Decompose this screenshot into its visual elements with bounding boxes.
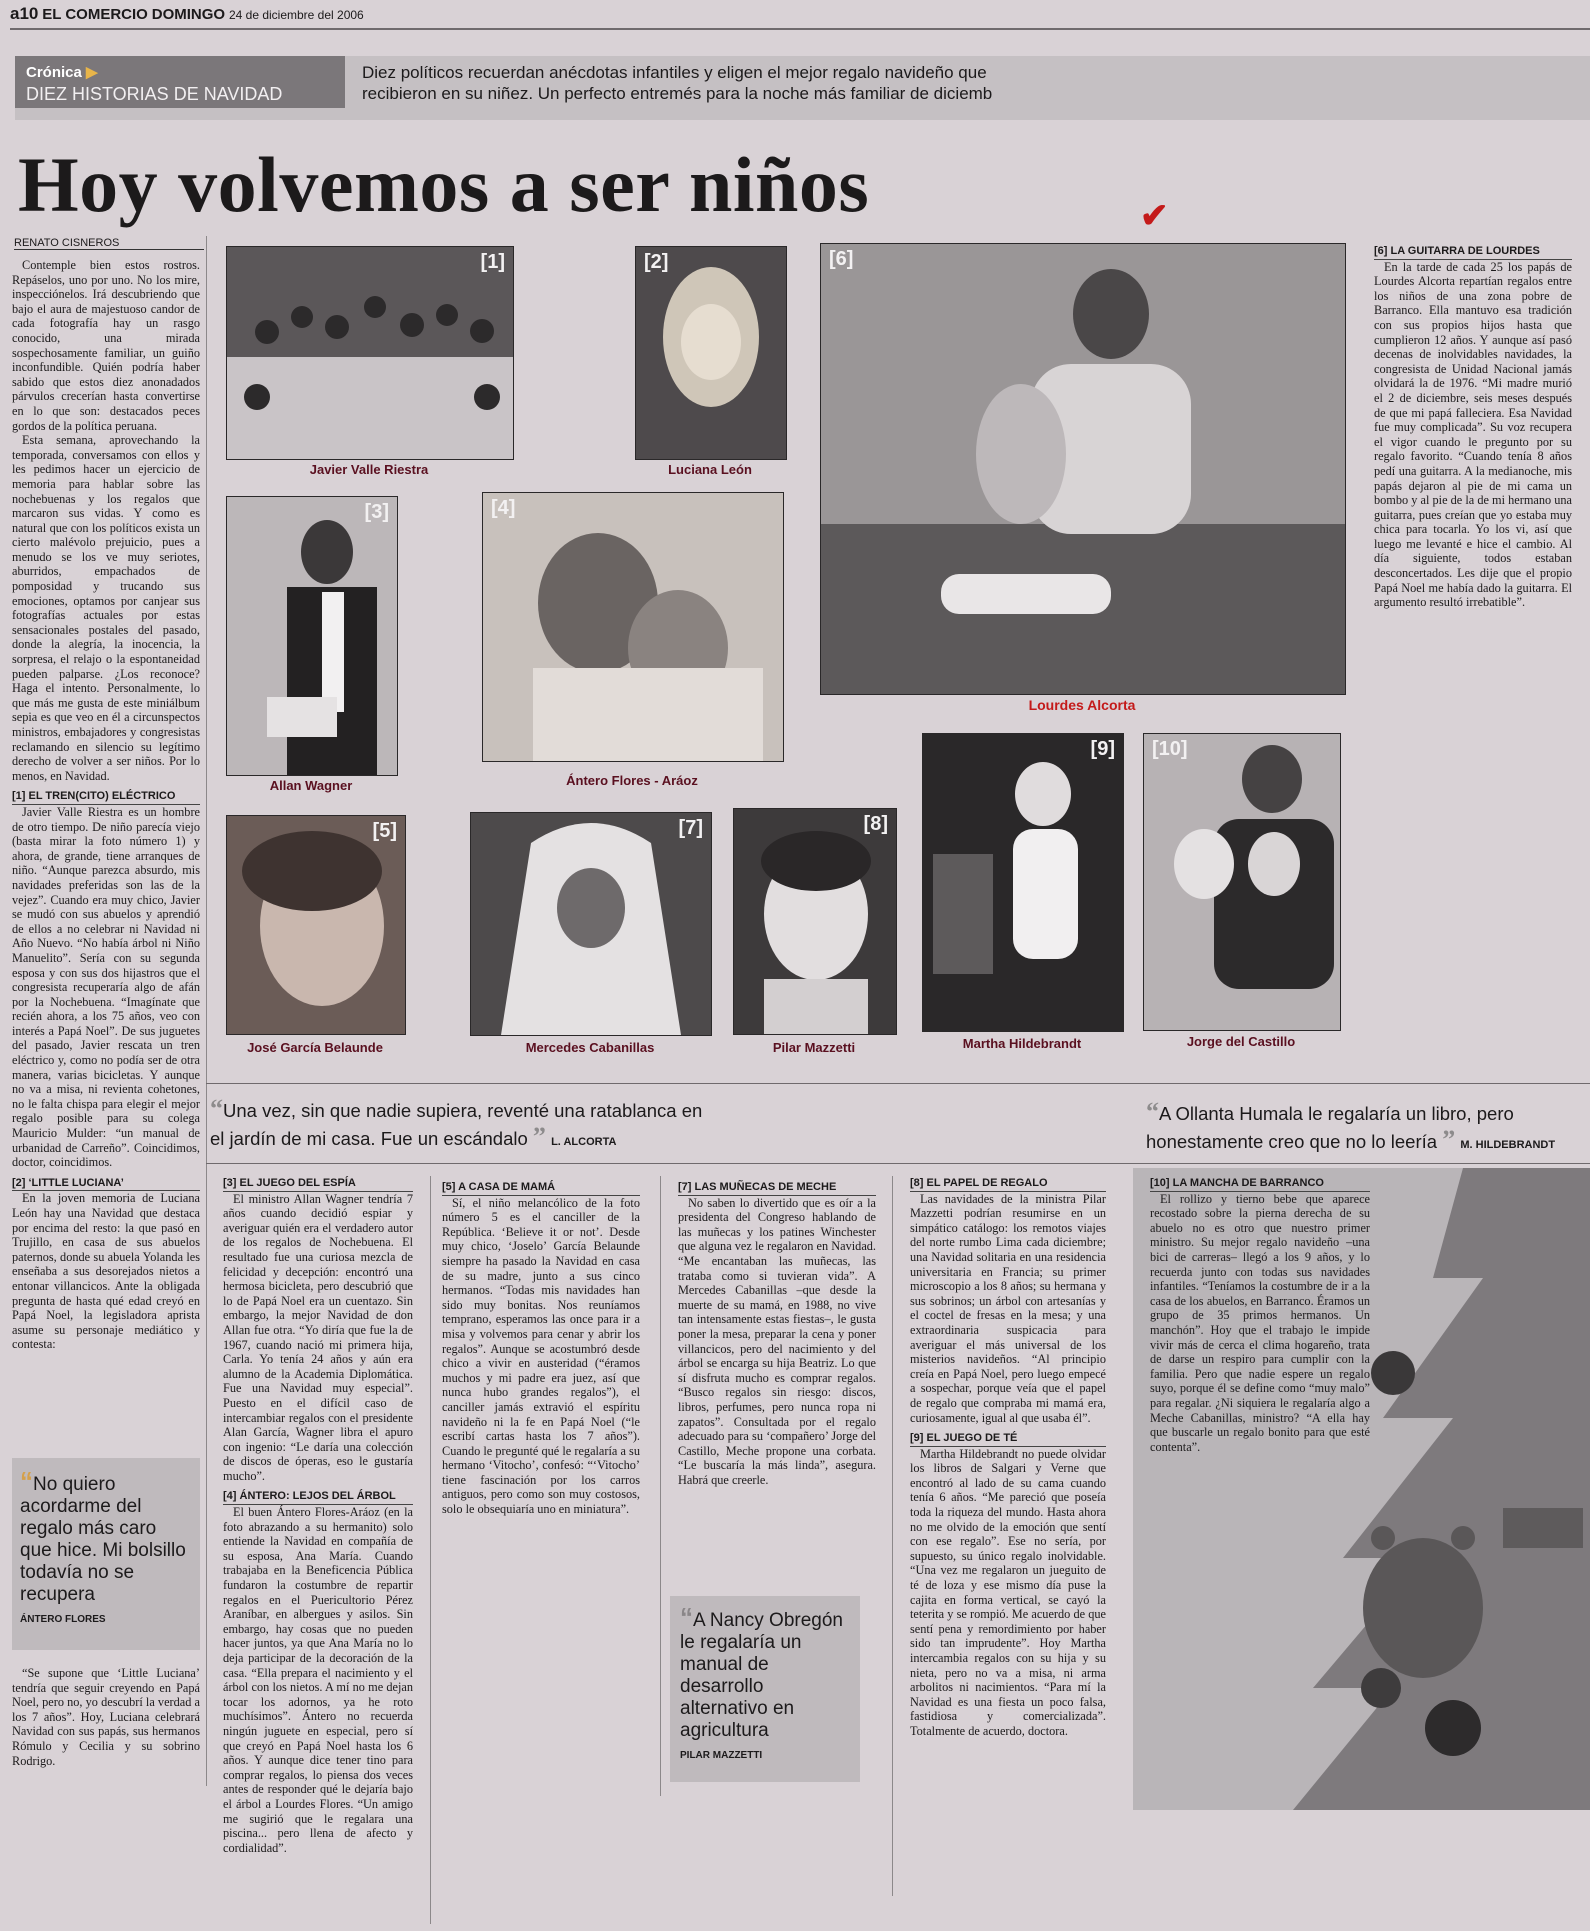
story-7-column (678, 1180, 876, 1580)
quote-flores-text: No quiero acordarme del regalo más caro que hice. Mi bolsillo todavía no se recupera (20, 1474, 186, 1605)
story-10-text: El rollizo y tierno bebe que aparece recostado sobre la pierna derecha de su abuelo no es otro que nuestro primer ministro. Su mejor regalo navideño –una bici de carreras– llegó a los 9 años, y lo recuerda junto con todas sus navidades infantiles. “Teníamos la costumbre de ir a la casa de los abuelos, en Barranco. Éramos un grupo de 35 primos hermanos. Un manchón”. Hoy que el trabajo le impide vivir más de cerca el clima hogareño, trata de darse un respiro para cumplir con la familia. Pero que nadie espere un regalo suyo, porque él se define como “muy malo” para regalar. ¿Ni siquiera le regalaría algo a Meche Cabanillas, ministro? “A ella hay que buscarle un regalo bonito para que esté contenta”. (1150, 1191, 1370, 1454)
column-divider (892, 1176, 893, 1896)
play-arrow-icon: ▶ (86, 64, 98, 81)
photo-5-number: [5] (372, 820, 397, 842)
photo-3-caption: Allan Wagner (269, 778, 353, 793)
photo-6-caption: Lourdes Alcorta (1028, 697, 1136, 713)
open-quote-icon: “ (20, 1466, 33, 1496)
story-4-text: El buen Ántero Flores-Aráoz (en la foto abrazando a su hermanito) solo entiende la Navidad en compañía de su esposa, Ana María. Cuando trabajaba en la Beneficencia Pública fundaron la costumbre de repartir regalos en el Puericultorio Pérez Araníbar, en albergues y asilos. Sin embargo, hay cosas que no pueden hacer juntos, ya que Ana María no lo deja participar de la decoración de la casa. “Ella prepara el nacimiento y el árbol con los nietos. A mí no me dejan tocar los adornos, ya he roto muchísimos”. Ántero no recuerda ningún juguete en especial, pero sí que creyó en Papá Noel hasta los 6 años. Y aunque dice tener tino para comprar regalos, lo piensa dos veces antes de responder qué le dejaría bajo el árbol a Lourdes Flores. “Un amigo me sugirió que le regalara una piscina... pero llena de afecto y cordialidad”. (223, 1505, 413, 1855)
photo-10-number: [10] (1152, 738, 1188, 760)
column-divider (206, 236, 207, 1786)
page-folio (10, 4, 364, 24)
deck-line-1: Diez políticos recuerdan anécdotas infantiles y eligen el mejor regalo navideño que (362, 63, 987, 82)
close-quote-icon: ” (532, 1122, 546, 1151)
story-9-text: Martha Hildebrandt no puede olvidar los libros de Salgari y Verne que encontró al lado de su cama cuando tenía 6 años. “Me pareció que poseía toda la riqueza del mundo. Hasta ahora no me olvido de la emoción que sentí con ese regalo”. Ese no sería, por supuesto, su único regalo inolvidable. “Una vez me regalaron un jueguito de té de loza y ese mismo día puse la cajita en forma vertical, se cayó la teterita y se rompió. Me acuerdo de que sentí pena y remordimiento por haber sido tan imprudente”. Hoy Martha intercambia regalos con su hija y su nieta, pero no va a misa, ni arma arbolitos ni nacimientos. “Para mí la Navidad es una fiesta un poco falsa, fastidiosa y comercializada”. Totalmente de acuerdo, doctora. (910, 1446, 1106, 1738)
band-rule-bottom (206, 1163, 1590, 1164)
intro-paragraph-2: Esta semana, aprovechando la temporada, conversamos con ellos y les pedimos hacer un ejercicio de memoria para hablar sobre las nochebuenas y los regalos que marcaron sus vidas. Y como es natural que con los políticos exista un cierto malévolo prejuicio, pues a menudo se los ve muy seriotes, aburridos, empachados de pomposidad y trucando sus emociones, optamos por canjear sus fotografías actuales por estas sensacionales postales del pasado, donde la alegría, la inocencia, la sorpresa, el relajo o la espontaneidad pueden palparse. ¿Los reconoce? Haga el intento. Personalmente, lo que más me gusta de este miniálbum sepia es que veo en él a circunspectos ministros, embajadores y congresistas reclamando en silencio su legítimo derecho de volver a ser niños. Por lo menos, en Navidad. (12, 433, 200, 783)
top-rule (10, 28, 1590, 30)
story-5-title: [5] A CASA DE MAMÁ (442, 1180, 640, 1196)
quote-flores-author: ÁNTERO FLORES (20, 1614, 106, 1625)
section-label: Crónica ▶ (26, 64, 98, 81)
photo-1 (226, 246, 514, 460)
story-6-title: [6] LA GUITARRA DE LOURDES (1374, 244, 1572, 260)
pullquote-hildebrandt-line1: A Ollanta Humala le regalaría un libro, pero (1159, 1103, 1514, 1124)
photo-1-number: [1] (480, 251, 505, 273)
photo-9 (922, 733, 1124, 1032)
headline: Hoy volvemos a ser niños (18, 141, 870, 228)
column-divider (660, 1176, 661, 1796)
photo-8 (733, 808, 897, 1035)
pullquote-alcorta-line2: el jardín de mi casa. Fue un escándalo (210, 1128, 528, 1149)
photo-2 (635, 246, 787, 460)
deck-line-2: recibieron en su niñez. Un perfecto entremés para la noche más familiar de diciemb (362, 84, 993, 103)
open-quote-icon: “ (210, 1094, 223, 1123)
left-column (12, 258, 200, 1430)
stories-8-9-column (910, 1176, 1106, 1898)
story-10-column (1150, 1176, 1370, 1646)
column-divider (430, 1176, 431, 1924)
story-9-title: [9] EL JUEGO DE TÉ (910, 1431, 1106, 1447)
photo-8-number: [8] (863, 813, 888, 835)
story-6-text: En la tarde de cada 25 los papás de Lourdes Alcorta repartían regalos entre los niños de una zona pobre de Barranco. Ella mantuvo esa tradición con sus propios hijos hasta que cumplieron 12 años. Y aunque así pasó decenas de inolvidables navidades, la congresista de Unidad Nacional jamás olvidará la de 1976. “Mi madre murió el 2 de diciembre, seis meses después de que mi papá falleciera. Esa Navidad fue muy complicada”. Su voz recupera el vigor cuando le pregunto por su regalo favorito. “Cuando tenía 8 años pedí una guitarra. A la medianoche, mis papás dejaron al pie de mi cama un bombo y al pie de la de mi hermano una guitarra, pues creían que yo estaba muy chica para tocarla. Yo los vi, así que luego me levanté e hice el cambio. Al día siguiente, todos estaban desconcertados. Les dije que el propio Papá Noel me había dado la guitarra. El argumento resultó irrebatible”. (1374, 259, 1572, 610)
photo-10 (1143, 733, 1341, 1031)
red-arrow-icon: ✔ (1140, 198, 1169, 235)
open-quote-icon: “ (1146, 1097, 1159, 1126)
story-1-text: Javier Valle Riestra es un hombre de otro tiempo. De niño parecía viejo (basta mirar la foto número 1) y ahora, de grande, tiene arranques de niño. “Aunque parezca absurdo, mis navidades preferidas son las de la vejez”. Cuando era muy chico, Javier se mudó con sus abuelos y aprendió de ellos a no celebrar ni Navidad ni Año Nuevo. “No había árbol ni Niño Manuelito”. Sería con su segunda esposa y con sus dos hijastros que el congresista recuperaría algo de afán por la Nochebuena. “Imagínate que recién ahora, a los 75 años, veo con interés a Papá Noel”. De sus juguetes del pasado, Javier rescata un tren eléctrico y, como no podía ser de otra manera, varias bicicletas. Y aunque no va a misa, ni revienta cohetones, no le falta chispa para elegir el mejor regalo posible para su colega Mauricio Mulder: “un manual de urbanidad de Carreño”. Coincidimos, doctor, coincidimos. (12, 804, 200, 1170)
photo-2-caption: Luciana León (668, 462, 752, 477)
quote-mazzetti-text: A Nancy Obregón le regalaría un manual de desarrollo alternativo en agricultura (680, 1610, 843, 1741)
byline: RENATO CISNEROS (14, 237, 204, 250)
stories-3-4-column (223, 1176, 413, 1924)
photo-6 (820, 243, 1346, 695)
story-3-title: [3] EL JUEGO DEL ESPÍA (223, 1176, 413, 1192)
photo-2-number: [2] (644, 251, 669, 273)
edition-name: DOMINGO (151, 6, 226, 23)
story-2-title: [2] ‘LITTLE LUCIANA’ (12, 1176, 200, 1192)
photo-9-caption: Martha Hildebrandt (962, 1036, 1082, 1051)
photo-5 (226, 815, 406, 1035)
issue-date: 24 de diciembre del 2006 (228, 8, 364, 22)
photo-7-number: [7] (678, 817, 703, 839)
deck (362, 62, 1002, 104)
story-3-text: El ministro Allan Wagner tendría 7 años cuando decidió espiar y averiguar quién era el verdadero autor de los regalos de Nochebuena. El resultado fue una curiosa mezcla de felicidad y decepción: encontró una hermosa bicicleta, pero descubrió que lo de Papá Noel era un cuentazo. Sin embargo, la mejor Navidad de don Allan fue otra. “Yo diría que fue la de 1967, cuando nació mi primera hija, Carla. Yo tenía 24 años y aún era alumno de la Academia Diplomática. Fue una Navidad muy especial”. Puesto en el difícil caso de intercambiar regalos con el presidente Alan García, Wagner libra el apuro con ingenio: “Le daría una colección de discos de óperas, eso le gustaría mucho”. (223, 1191, 413, 1483)
story-2-text: En la joven memoria de Luciana León hay una Navidad que destaca por encima del resto: la que pasó en Trujillo, en casa de sus abuelos paternos, donde su abuela Yolanda les enseñaba a sus desorejados nietos a entonar villancicos. Ante la obligada pregunta de hasta qué edad creyó en Papá Noel, la legisladora aprista asume su personaje mediático y contesta: (12, 1191, 200, 1352)
photo-4-number: [4] (491, 497, 516, 519)
photo-4 (482, 492, 784, 762)
story-2-continued (12, 1666, 200, 1786)
page-number: a10 (10, 4, 39, 23)
pullquote-hildebrandt-author: M. HILDEBRANDT (1460, 1139, 1556, 1151)
series-label: DIEZ HISTORIAS DE NAVIDAD (26, 84, 283, 104)
photo-7-caption: Mercedes Cabanillas (525, 1040, 655, 1055)
photo-8-caption: Pilar Mazzetti (772, 1040, 856, 1055)
intro-paragraph-1: Contemple bien estos rostros. Repáselos, uno por uno. No los mire, inspecciónelos. Irá descubriendo que bajo el aura de majestuoso candor de cada fotografía hay un rasgo conocido, una mirada sospechosamente familiar, un guiño inconfundible. Quién podría haber sabido que estos diez anonadados párvulos crecerían hasta convertirse en lo que son: destacados peces gordos de la política peruana. (12, 258, 200, 433)
photo-7 (470, 812, 712, 1036)
story-10-title: [10] LA MANCHA DE BARRANCO (1150, 1176, 1370, 1192)
pullquote-hildebrandt (1146, 1099, 1586, 1158)
open-quote-icon: “ (680, 1602, 693, 1632)
story-5-text: Sí, el niño melancólico de la foto número 5 es el canciller de la República. ‘Believe it or not’. Desde muy chico, ‘Joselo’ García Belaunde siempre ha pasado la Navidad en casa de su madre, junto a sus cinco hermanos. “Todas mis navidades han sido muy bonitas. Nos reuníamos temprano, esperamos las once para ir a misa y volvemos para cenar y abrir los regalos”. Aunque se acostumbró desde chico a vivir en austeridad (“éramos muchos y mi padre era juez, así que nunca hubo grandes regalos”), el canciller jamás extravió el espíritu navideño ni la fe en Papá Noel (“le escribí cartas hasta los 7 años”). Cuando le pregunté qué le regalaría a su hermano ‘Vitocho’, confesó: “‘Vitocho’ tiene fascinación por los carros antiguos, pero como son muy costosos, solo le obsequiaría uno en miniatura”. (442, 1195, 640, 1517)
quote-mazzetti-author: PILAR MAZZETTI (680, 1750, 763, 1761)
photo-3-number: [3] (364, 501, 389, 523)
photo-9-number: [9] (1090, 738, 1115, 760)
pullquote-hildebrandt-line2: honestamente creo que no lo leería (1146, 1131, 1438, 1152)
story-8-text: Las navidades de la ministra Pilar Mazzetti podrían resumirse en un simpático catálogo: los remotos viajes del norte rumbo Lima cada diciembre; una Navidad solitaria en una residencia universitaria en Francia; su primer microscopio a los 8 años; su hermana y sus sobrinos; un árbol con artesanías y el coctel de fresas en la mesa; y una extraordinaria suspicacia para averiguar el más universal de los misterios navideños. “Al principio creía en Papá Noel, pero luego empecé a sospechar, porque veía que el papel de regalo que compraba mi mamá era, curiosamente, igual al que usaba él”. (910, 1191, 1106, 1425)
photo-3 (226, 496, 398, 776)
photo-1-caption: Javier Valle Riestra (309, 462, 429, 477)
quote-box-mazzetti (670, 1596, 860, 1782)
story-8-title: [8] EL PAPEL DE REGALO (910, 1176, 1106, 1192)
photo-5-caption: José García Belaunde (247, 1040, 383, 1055)
photo-4-caption: Ántero Flores - Aráoz (566, 773, 698, 788)
paper-name: EL COMERCIO (42, 6, 148, 23)
story-5-column (442, 1180, 640, 1750)
close-quote-icon: ” (1442, 1125, 1456, 1154)
pullquote-alcorta-line1: Una vez, sin que nadie supiera, reventé una ratablanca en (223, 1100, 703, 1121)
story-4-title: [4] ÁNTERO: LEJOS DEL ÁRBOL (223, 1489, 413, 1505)
story-7-text: No saben lo divertido que es oír a la presidenta del Congreso hablando de las muñecas y los patines Winchester que alguna vez le regalaron en Navidad. “Me encantaban las muñecas, las trataba como si tuvieran vida”. A Mercedes Cabanillas –que desde la muerte de su mamá, en 1988, no vive tan intensamente estas fiestas–, le gusta poner la mesa, preparar la cena y poner villancicos, pero del nacimiento y del árbol se encarga su hija Beatriz. Lo que sí disfruta mucho es comprar regalos. “Busco regalos sin riesgo: discos, libros, perfumes, pero nunca ropa ni zapatos”. Consultada por el regalo adecuado para su ‘compañero’ Jorge del Castillo, Meche propone una corbata. “Le buscaría la más linda”, asegura. Habrá que creerle. (678, 1195, 876, 1487)
pullquote-alcorta (210, 1096, 760, 1155)
photo-10-caption: Jorge del Castillo (1186, 1034, 1296, 1049)
photo-6-number: [6] (829, 248, 854, 270)
quote-box-flores (12, 1458, 200, 1650)
story-7-title: [7] LAS MUÑECAS DE MECHE (678, 1180, 876, 1196)
band-rule (206, 1083, 1590, 1084)
story-6-column (1374, 244, 1572, 714)
pullquote-alcorta-author: L. ALCORTA (551, 1136, 617, 1148)
story-1-title: [1] EL TREN(CITO) ELÉCTRICO (12, 789, 200, 805)
story-2-text-end: “Se supone que ‘Little Luciana’ tendría que seguir creyendo en Papá Noel, pero no, yo descubrí la verdad a los 7 años”. Hoy, Luciana celebrará Navidad con sus papás, sus hermanos Rómulo y Cecilia y su sobrino Rodrigo. (12, 1666, 200, 1768)
